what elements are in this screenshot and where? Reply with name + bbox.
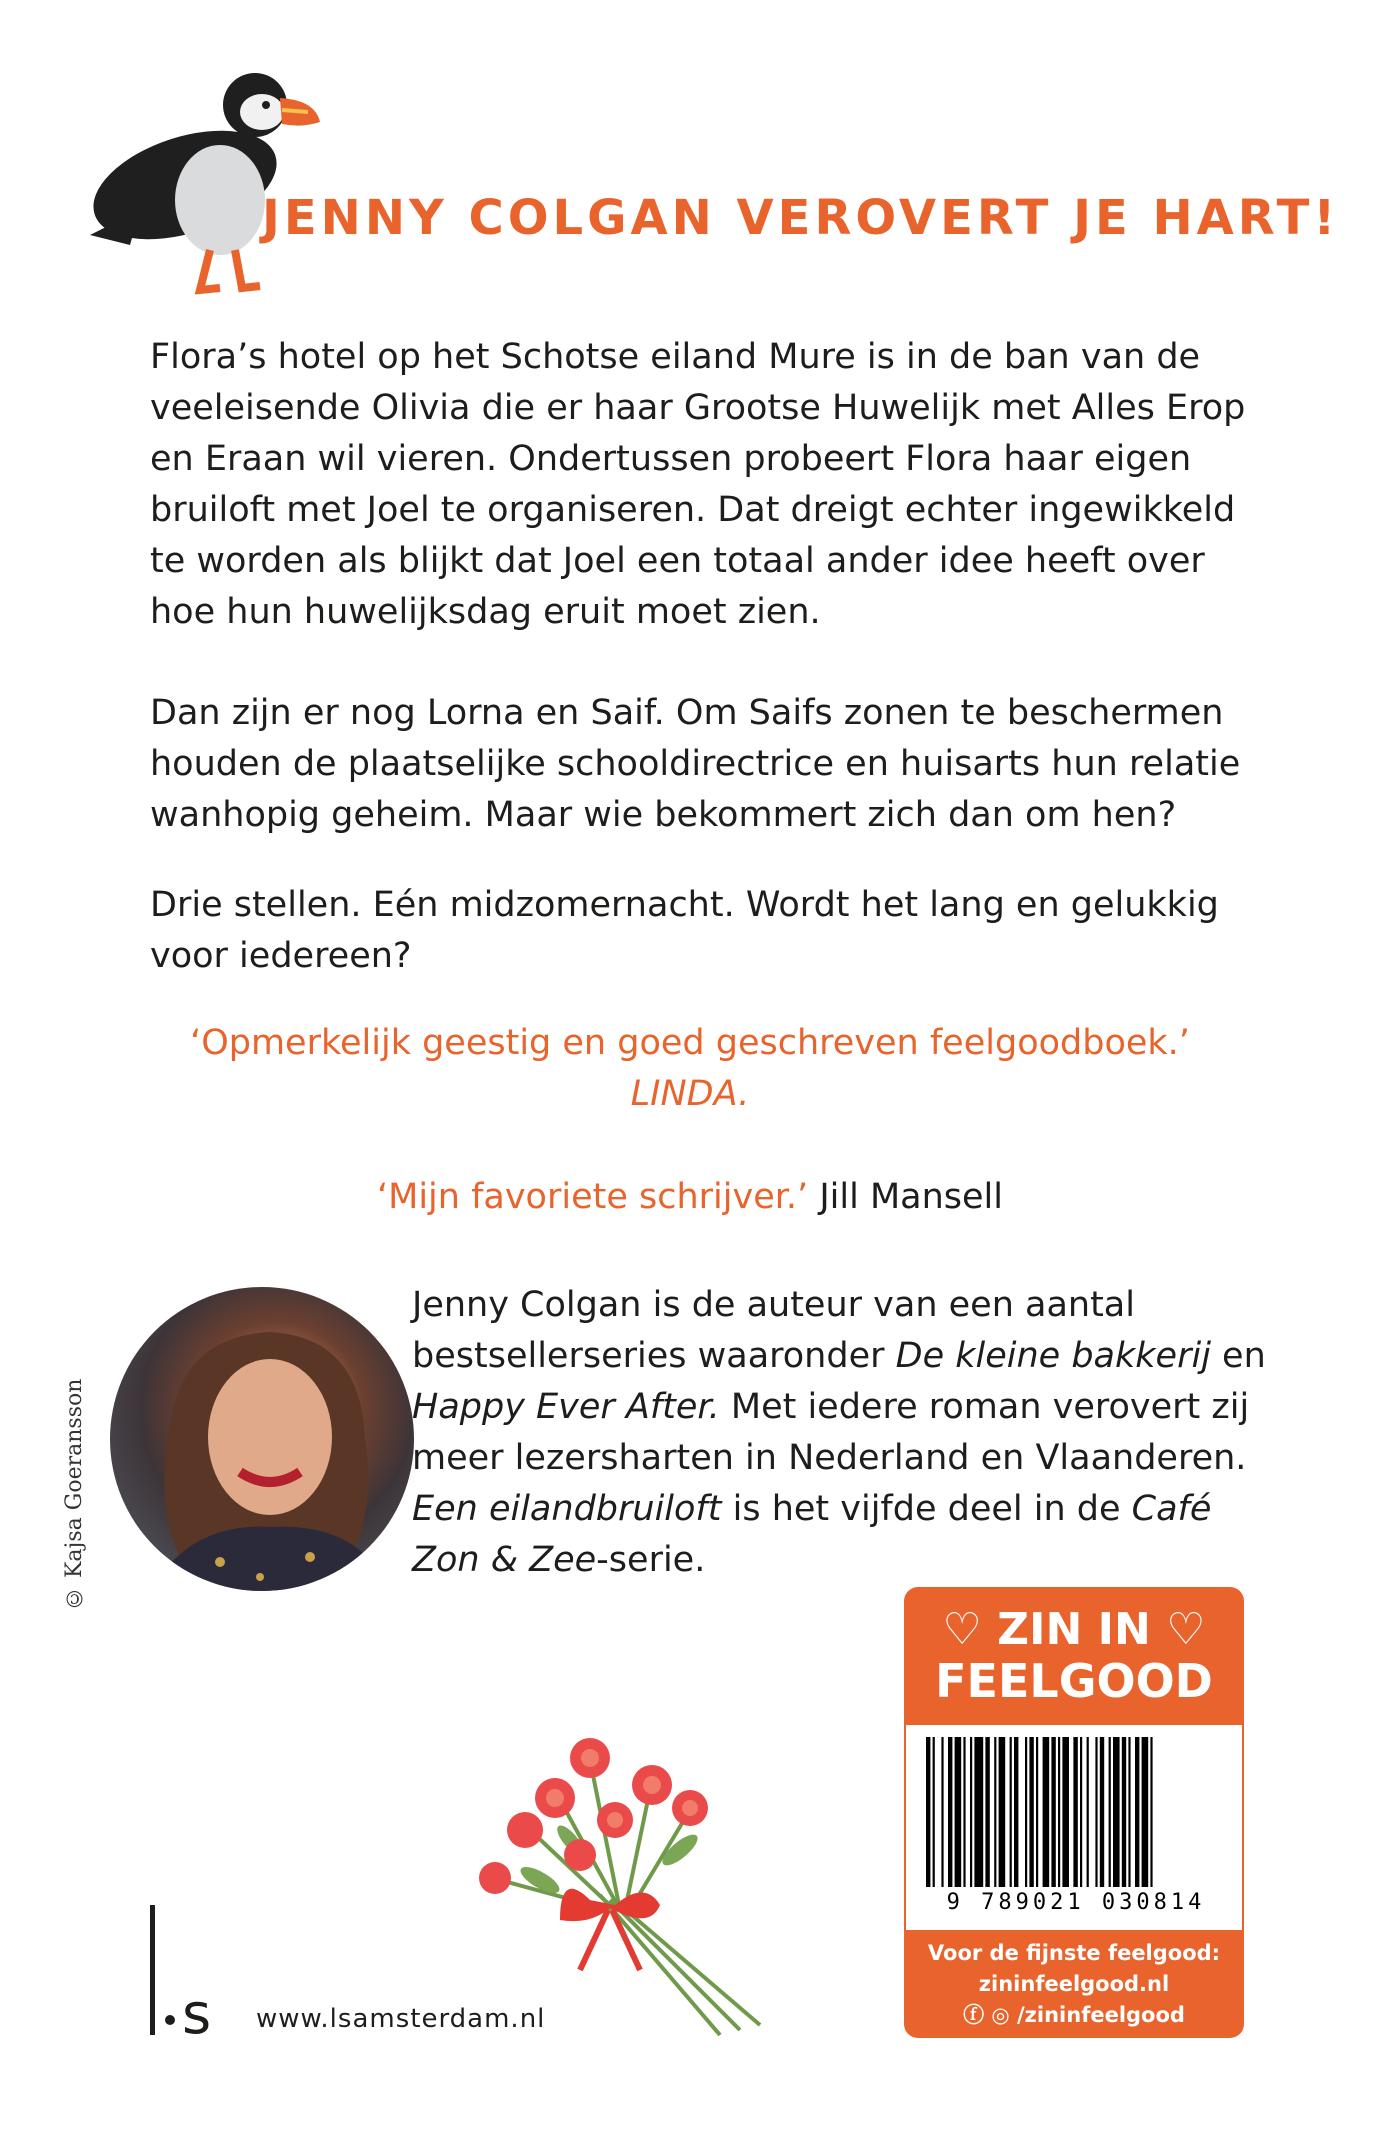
barcode-bar [1109,1737,1111,1887]
barcode-bar [974,1737,983,1887]
barcode-bar [1087,1737,1089,1887]
headline: JENNY COLGAN VEROVERT JE HART! [262,190,1340,246]
barcode-bar [1029,1737,1033,1887]
puffin-illustration [70,60,330,300]
barcode-bar [1150,1737,1152,1887]
bio-title-4: Café Zon & Zee [412,1489,1212,1580]
badge-footer-website[interactable]: zininfeelgood.nl [978,1972,1170,1996]
isbn-number: 9 789021 030814 [946,1890,1206,1915]
barcode-bar [994,1737,996,1887]
bio-title-3: Een eilandbruiloft [412,1489,722,1529]
quote-text: ‘Opmerkelijk geestig en goed geschreven feelgoodboek.’ [190,1023,1190,1063]
publisher-website[interactable]: www.lsamsterdam.nl [256,2004,546,2034]
author-photo [110,1287,414,1591]
barcode-bar [1058,1737,1060,1887]
blurb-paragraph-1: Flora’s hotel op het Schotse eiland Mure is in de ban van de veeleisende Olivia die er haar Grootse Huwelijk met Alles Erop en Eraan wil vieren. Ondertussen probeert Flora haar eigen bruiloft met Joel te organiseren. Dat dreigt echter ingewikkeld te worden als blijkt dat Joel een totaal ander idee heeft over hoe hun huwelijksdag eruit moet zien. [150,337,1246,632]
review-quote-mansell [150,1172,1230,1223]
barcode-bar [1100,1737,1104,1887]
author-portrait-image [110,1287,414,1591]
badge-footer-social[interactable]: ⓕ ◎ /zininfeelgood [963,2003,1185,2027]
publisher-logo [150,1905,250,2035]
badge-footer-tagline: Voor de fijnste feelgood: [927,1941,1221,1965]
barcode-bar [1062,1737,1069,1887]
barcode-bar [1095,1737,1097,1887]
bio-title-2: Happy Ever After. [412,1387,720,1427]
publisher-logo-letter: s [182,1982,212,2035]
barcode [904,1725,1244,1930]
barcode-bar [933,1737,935,1887]
barcode-bar [1051,1737,1055,1887]
bio-text-5: -serie. [596,1540,706,1580]
badge-footer [904,1930,1244,2038]
barcode-bar [1010,1737,1012,1887]
quote-author: Jill Mansell [819,1177,1003,1217]
bio-text-4: is het vijfde deel in de [721,1489,1132,1529]
barcode-bar [1128,1737,1130,1887]
barcode-bar [1113,1737,1120,1887]
barcode-bar [1073,1737,1077,1887]
photo-credit: © Kajsa Goeransson [62,1378,87,1610]
barcode-bar [948,1737,952,1887]
barcode-bar [1122,1737,1126,1887]
quote-text: ‘Mijn favoriete schrijver.’ [377,1177,809,1217]
barcode-bar [955,1737,962,1887]
barcode-bar [1014,1737,1018,1887]
barcode-bar [941,1737,943,1887]
blurb-paragraph-3: Drie stellen. Eén midzomernacht. Wordt het lang en gelukkig voor iedereen? [150,885,1219,976]
bouquet-illustration [440,1680,780,2040]
badge-line-2: FEELGOOD [935,1654,1213,1708]
quote-source: LINDA. [630,1074,750,1114]
bio-title-1: De kleine bakkerij [895,1336,1211,1376]
barcode-bar [926,1737,930,1887]
barcode-bar [1025,1737,1027,1887]
barcode-bar [963,1737,965,1887]
barcode-bar [1036,1737,1038,1887]
bio-text-2: en [1210,1336,1266,1376]
barcode-bar [999,1737,1006,1887]
barcode-bar [1135,1737,1139,1887]
bio-text-1: Jenny Colgan is de auteur van een aantal bestsellerseries waaronder [412,1285,1135,1376]
zin-in-feelgood-badge [904,1587,1244,1725]
barcode-bar [1043,1737,1050,1887]
barcode-bar [970,1737,972,1887]
barcode-bars [926,1737,1226,1887]
barcode-bar [985,1737,989,1887]
author-bio [412,1280,1272,1586]
blurb-paragraph-2: Dan zijn er nog Lorna en Saif. Om Saifs zonen te beschermen houden de plaatselijke schooldirectrice en huisarts hun relatie wanhopig geheim. Maar wie bekommert zich dan om hen? [150,693,1241,835]
badge-line-1: ♡ ZIN IN ♡ [942,1604,1206,1655]
review-quote-linda [150,1018,1230,1120]
bio-text-3: Met iedere roman verovert zij meer lezersharten in Nederland en Vlaanderen. [412,1387,1250,1478]
barcode-bar [1080,1737,1082,1887]
barcode-bar [1142,1737,1149,1887]
